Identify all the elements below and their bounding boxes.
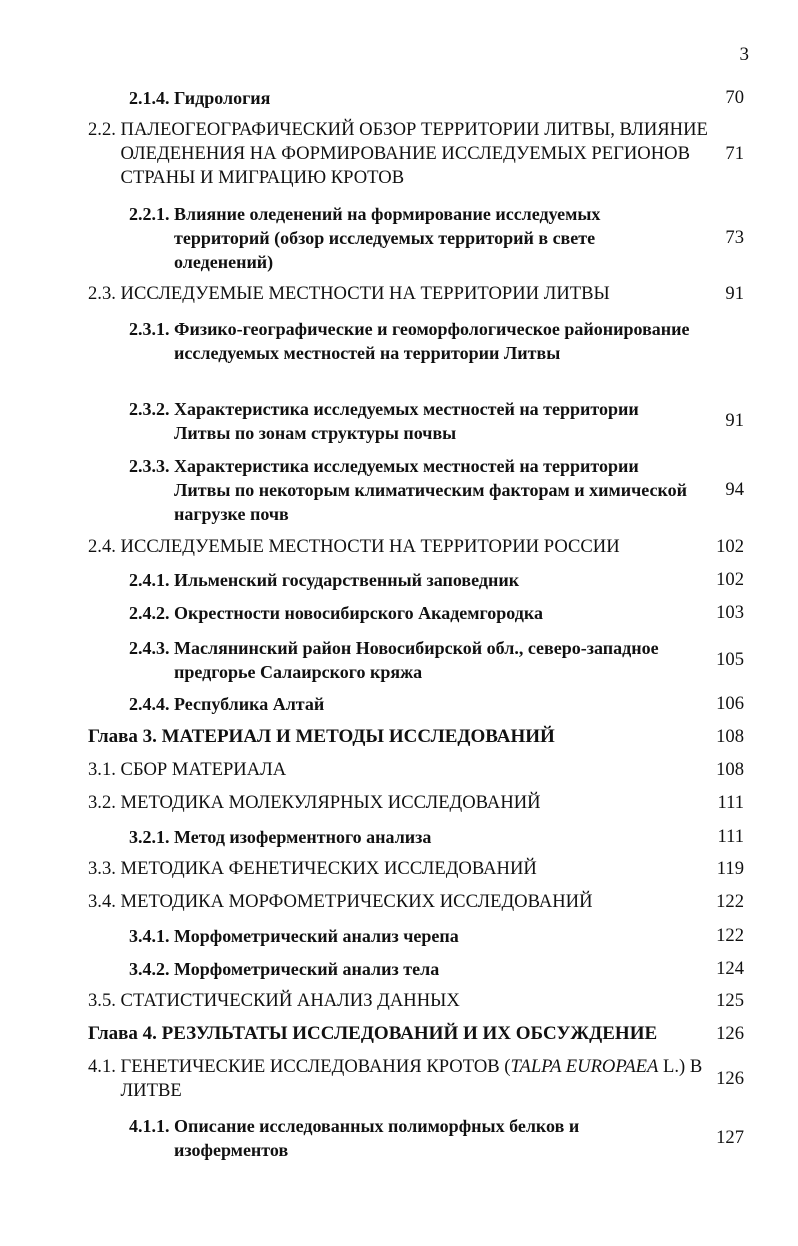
toc-entry-title [129,397,695,445]
toc-entry-title [88,535,708,559]
toc-entry-page: 106 [716,693,744,714]
toc-entry-text: Ильменский государственный заповедник [174,570,520,590]
toc-entry-page: 108 [716,759,744,780]
toc-entry-page: 91 [725,410,744,431]
toc-entry-text: МЕТОДИКА МОЛЕКУЛЯРНЫХ ИССЛЕДОВАНИЙ [120,792,541,813]
toc-entry-text: Гидрология [174,88,271,108]
toc-entry-title [129,317,695,365]
toc-entry-number: 2.2.1. [129,204,174,224]
toc-entry-number: 2.3.3. [129,456,174,476]
page-number: 3 [739,44,749,65]
toc-entry-page: 122 [716,891,744,912]
toc-entry-title [129,202,695,274]
toc-entry-text: Окрестности новосибирского Академгородка [174,603,543,623]
toc-entry-page: 126 [716,1023,744,1044]
toc-entry-number: 2.1.4. [129,88,174,108]
toc-entry-number: 3.4.1. [129,926,174,946]
toc-entry-text: Республика Алтай [174,694,325,714]
toc-entry-page: 111 [717,826,744,847]
toc-entry-page: 71 [725,143,744,164]
toc-entry-number: 3.3. [88,858,121,879]
toc-entry-text: Физико-географические и геоморфологическое районирование исследуемых местностей на территории Литвы [174,319,690,363]
toc-entry-number: Глава 3. [88,726,162,747]
toc-entry-number: 4.1. [88,1056,121,1077]
toc-entry-title [88,282,708,306]
toc-entry-number: 2.4.1. [129,570,174,590]
toc-entry-page: 105 [716,649,744,670]
toc-entry-title [88,791,708,815]
toc-entry-number: 2.2. [88,119,121,140]
toc-entry-title [129,86,695,110]
toc-entry-page: 111 [717,792,744,813]
toc-entry-number: 3.4. [88,891,121,912]
toc-entry-title [129,924,695,948]
toc-entry-title [129,454,695,526]
toc-entry-page: 73 [725,227,744,248]
toc-entry-text: МЕТОДИКА МОРФОМЕТРИЧЕСКИХ ИССЛЕДОВАНИЙ [120,891,593,912]
toc-entry-page: 103 [716,602,744,623]
toc-entry-page: 94 [725,479,744,500]
toc-entry-number: 2.3.2. [129,399,174,419]
toc-entry-text: Морфометрический анализ черепа [174,926,459,946]
toc-entry-number: 2.3.1. [129,319,174,339]
toc-entry-title [88,1055,708,1103]
toc-entry-title [88,1022,708,1046]
toc-entry-text [121,1055,708,1103]
toc-entry-number: 3.1. [88,759,121,780]
toc-entry-text: МАТЕРИАЛ И МЕТОДЫ ИССЛЕДОВАНИЙ [161,726,555,747]
toc-entry-text: Метод изоферментного анализа [174,827,432,847]
toc-entry-text: Маслянинский район Новосибирской обл., северо-западное предгорье Салаирского кряжа [174,638,659,682]
toc-entry-page: 102 [716,536,744,557]
toc-entry-page: 126 [716,1068,744,1089]
toc-entry-page: 125 [716,990,744,1011]
toc-entry-number: 2.4. [88,536,121,557]
toc-entry-title [88,890,708,914]
toc-entry-text: ИССЛЕДУЕМЫЕ МЕСТНОСТИ НА ТЕРРИТОРИИ РОССИИ [120,536,620,557]
toc-entry-page: 127 [716,1127,744,1148]
toc-entry-text: МЕТОДИКА ФЕНЕТИЧЕСКИХ ИССЛЕДОВАНИЙ [120,858,537,879]
toc-entry-number: 2.4.3. [129,638,174,658]
toc-entry-text: Характеристика исследуемых местностей на территории Литвы по зонам структуры почвы [174,399,639,443]
toc-entry-text: Влияние оледенений на формирование исследуемых территорий (обзор исследуемых территорий в свете оледенений) [174,204,601,272]
toc-entry-number: Глава 4. [88,1023,162,1044]
toc-entry-text-after: L.) В ЛИТВЕ [120,1056,703,1101]
toc-entry-number: 2.4.2. [129,603,174,623]
toc-entry-text: Характеристика исследуемых местностей на территории Литвы по некоторым климатическим факторам и химической нагрузке почв [174,456,687,524]
toc-entry-text: РЕЗУЛЬТАТЫ ИССЛЕДОВАНИЙ И ИХ ОБСУЖДЕНИЕ [161,1023,658,1044]
toc-entry-title [88,989,708,1013]
toc-entry-number: 3.4.2. [129,959,174,979]
toc-entry-page: 124 [716,958,744,979]
toc-entry-title [129,636,695,684]
toc-entry-text: Описание исследованных полиморфных белков и изоферментов [174,1116,580,1160]
toc-entry-number: 4.1.1. [129,1116,174,1136]
toc-entry-title [88,118,708,190]
toc-entry-title [129,1114,695,1162]
toc-entry-title [129,957,695,981]
toc-entry-title [88,725,708,749]
toc-entry-page: 119 [716,858,744,879]
toc-entry-number: 3.2.1. [129,827,174,847]
toc-entry-text: СБОР МАТЕРИАЛА [120,759,287,780]
toc-entry-page: 122 [716,925,744,946]
toc-entry-title [88,857,708,881]
toc-entry-number: 2.4.4. [129,694,174,714]
toc-entry-page: 70 [725,87,744,108]
toc-entry-text: ИССЛЕДУЕМЫЕ МЕСТНОСТИ НА ТЕРРИТОРИИ ЛИТВЫ [120,283,610,304]
toc-entry-text-before: ГЕНЕТИЧЕСКИЕ ИССЛЕДОВАНИЯ КРОТОВ ( [120,1056,511,1077]
toc-entry-page: 108 [716,726,744,747]
toc-entry-page: 91 [725,283,744,304]
toc-entry-text: ПАЛЕОГЕОГРАФИЧЕСКИЙ ОБЗОР ТЕРРИТОРИИ ЛИТВЫ, ВЛИЯНИЕ ОЛЕДЕНЕНИЯ НА ФОРМИРОВАНИЕ ИССЛЕДУЕМЫХ РЕГИОНОВ СТРАНЫ И МИГРАЦИЮ КРОТОВ [120,119,708,188]
toc-entry-number: 2.3. [88,283,121,304]
toc-entry-title [129,601,695,625]
toc-entry-number: 3.5. [88,990,121,1011]
toc-entry-text: Морфометрический анализ тела [174,959,440,979]
toc-entry-title [129,568,695,592]
toc-entry-text-italic: TALPA EUROPAEA [510,1056,659,1077]
toc-entry-title [129,692,695,716]
toc-entry-text: СТАТИСТИЧЕСКИЙ АНАЛИЗ ДАННЫХ [120,990,460,1011]
toc-entry-number: 3.2. [88,792,121,813]
toc-entry-page: 102 [716,569,744,590]
toc-entry-title [88,758,708,782]
toc-entry-title [129,825,695,849]
